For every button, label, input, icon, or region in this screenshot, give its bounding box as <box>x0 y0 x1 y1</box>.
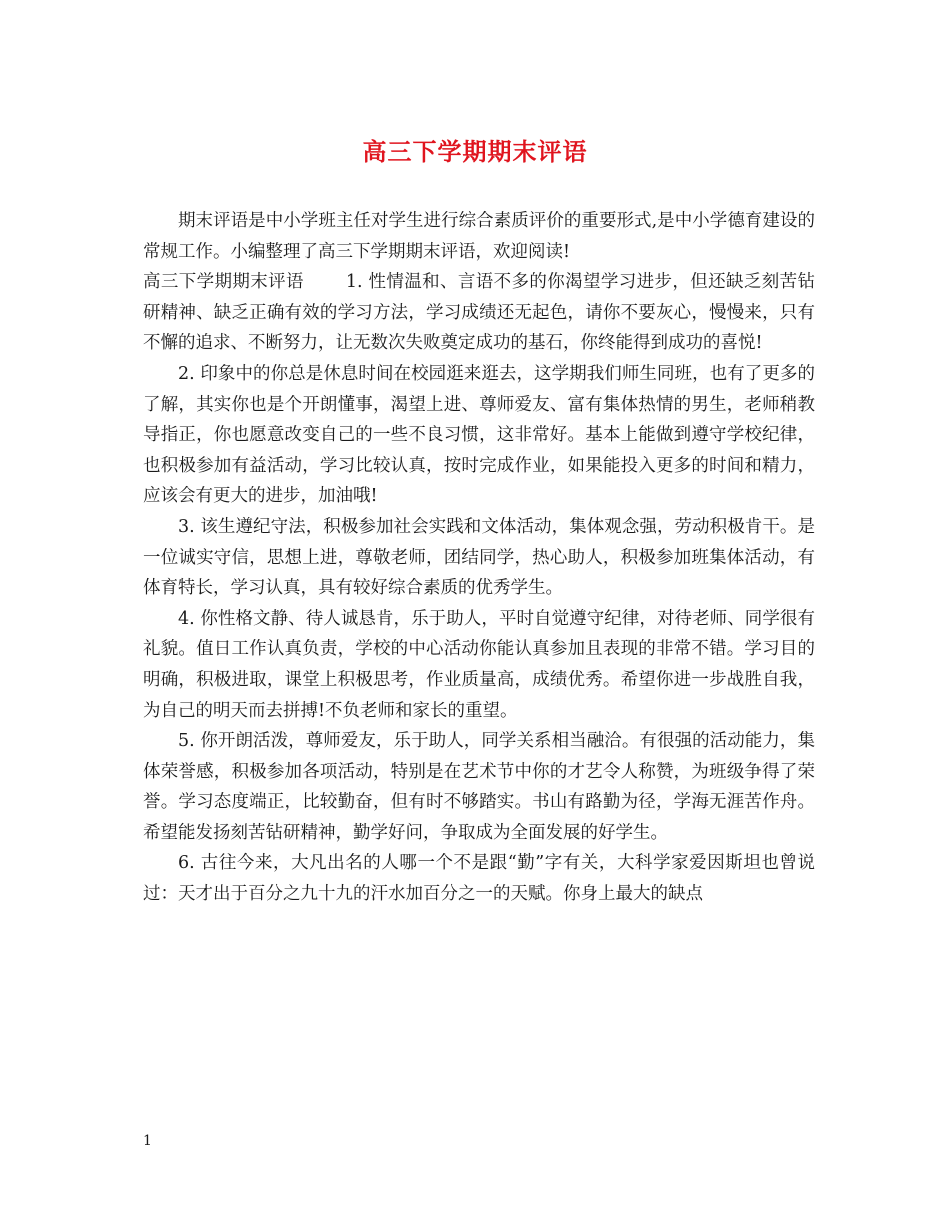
comment-item-4: 4. 你性格文静、待人诚恳肯，乐于助人，平时自觉遵守纪律，对待老师、同学很有礼貌。值日工作认真负责，学校的中心活动你能认真参加且表现的非常不错。学习目的明确，积极进取，课堂上积极思考，作业质量高，成绩优秀。希望你进一步战胜自我，为自己的明天而去拼搏!不负老师和家长的重望。 <box>143 608 815 721</box>
first-comment-paragraph <box>143 267 815 359</box>
comment-item-5: 5. 你开朗活泼，尊师爱友，乐于助人，同学关系相当融洽。有很强的活动能力，集体荣誉感，积极参加各项活动，特别是在艺术节中你的才艺令人称赞，为班级争得了荣誉。学习态度端正，比较勤奋，但有时不够踏实。书山有路勤为径，学海无涯苦作舟。希望能发扬刻苦钻研精神，勤学好问，争取成为全面发展的好学生。 <box>143 731 815 843</box>
page-number: 1 <box>143 1133 152 1149</box>
document-body <box>143 206 815 910</box>
page-title: 高三下学期期末评语 <box>362 137 588 166</box>
comment-item-2: 2. 印象中的你总是休息时间在校园逛来逛去，这学期我们师生同班，也有了更多的了解，其实你也是个开朗懂事，渴望上进、尊师爱友、富有集体热情的男生，老师稍教导指正，你也愿意改变自己的一些不良习惯，这非常好。基本上能做到遵守学校纪律，也积极参加有益活动，学习比较认真，按时完成作业，如果能投入更多的时间和精力，应该会有更大的进步，加油哦! <box>143 363 815 507</box>
comment-item-6: 6. 古往今来，大凡出名的人哪一个不是跟“勤”字有关，大科学家爱因斯坦也曾说过：天才出于百分之九十九的汗水加百分之一的天赋。你身上最大的缺点 <box>143 853 815 905</box>
section-subheading: 高三下学期期末评语 <box>143 272 304 293</box>
comment-item-1: 1. 性情温和、言语不多的你渴望学习进步，但还缺乏刻苦钻研精神、缺乏正确有效的学习方法，学习成绩还无起色，请你不要灰心，慢慢来，只有不懈的追求、不断努力，让无数次失败奠定成功的基石，你终能得到成功的喜悦! <box>143 272 815 354</box>
comment-item-3: 3. 该生遵纪守法，积极参加社会实践和文体活动，集体观念强，劳动积极肯干。是一位诚实守信，思想上进，尊敬老师，团结同学，热心助人，积极参加班集体活动，有体育特长，学习认真，具有较好综合素质的优秀学生。 <box>143 516 815 599</box>
intro-paragraph: 期末评语是中小学班主任对学生进行综合素质评价的重要形式,是中小学德育建设的常规工作。小编整理了高三下学期期末评语，欢迎阅读! <box>143 211 815 262</box>
